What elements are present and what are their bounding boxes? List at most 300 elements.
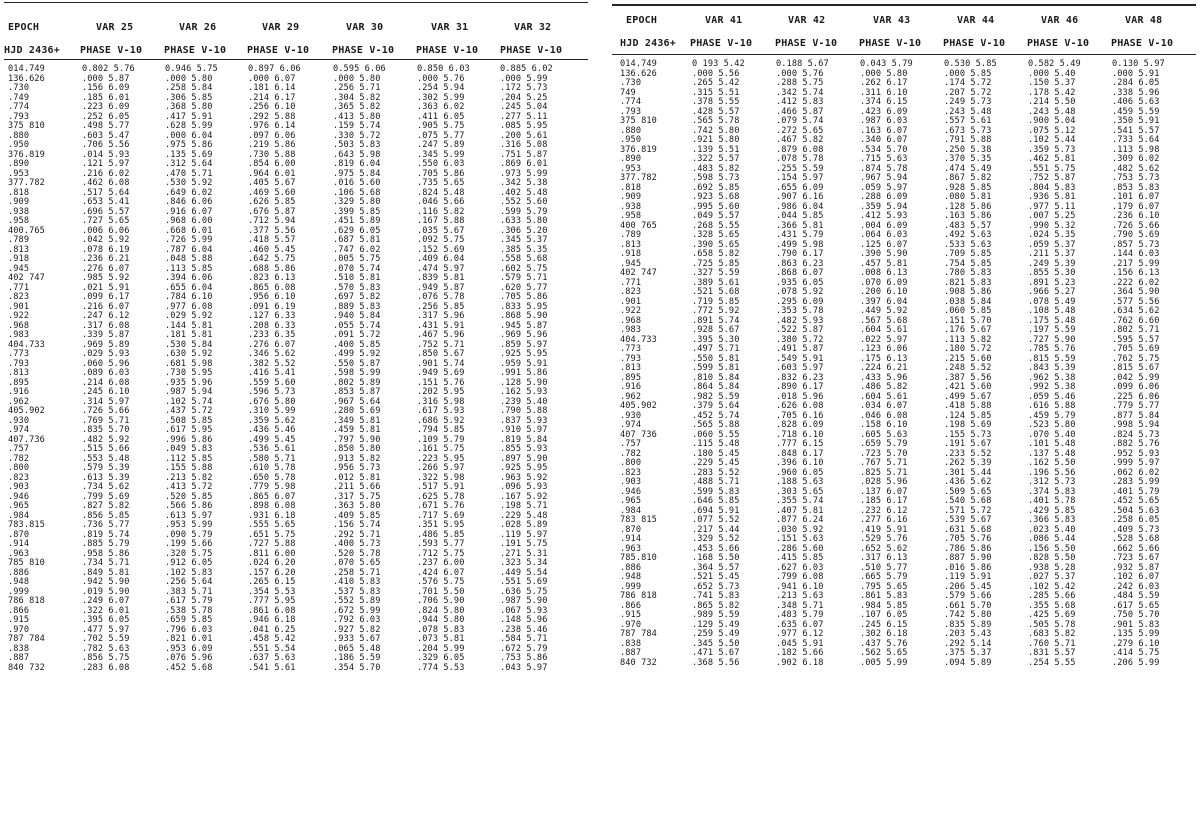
phase-magnitude-cell: .268 5.55 — [692, 220, 740, 231]
phase-magnitude-cell: .457 5.81 — [860, 258, 908, 269]
phase-magnitude-cell: 0.946 5.75 — [165, 64, 218, 74]
phase-magnitude-cell: .091 6.19 — [248, 301, 296, 312]
phase-magnitude-cell: .967 5.64 — [333, 396, 381, 407]
epoch-cell: 014.749 — [620, 59, 657, 69]
phase-magnitude-cell: .599 5.81 — [692, 363, 740, 373]
phase-magnitude-cell: .096 5.93 — [500, 482, 548, 492]
phase-magnitude-cell: .042 5.99 — [1112, 372, 1160, 383]
phase-magnitude-cell: .488 5.71 — [692, 477, 740, 487]
phase-magnitude-cell: .185 6.01 — [82, 92, 130, 103]
phase-magnitude-cell: .566 5.86 — [165, 501, 213, 511]
phase-magnitude-cell: .355 5.74 — [776, 496, 824, 506]
phase-magnitude-cell: .256 6.10 — [248, 102, 296, 112]
phase-magnitude-cell: .317 6.08 — [82, 320, 130, 331]
phase-magnitude-cell: .897 5.90 — [500, 453, 548, 464]
phase-magnitude-cell: .424 6.07 — [417, 567, 465, 578]
phase-magnitude-cell: .734 5.71 — [82, 558, 130, 568]
phase-magnitude-cell: .271 5.31 — [500, 548, 548, 559]
phase-magnitude-cell: .060 5.55 — [692, 429, 740, 440]
phase-magnitude-cell: 0.802 5.76 — [82, 64, 135, 74]
phase-magnitude-cell: .976 6.14 — [248, 121, 296, 131]
epoch-cell: .838 — [620, 638, 642, 649]
phase-magnitude-cell: .329 6.05 — [417, 653, 465, 663]
phase-magnitude-cell: .671 5.76 — [417, 501, 465, 511]
epoch-cell: .938 — [8, 206, 30, 217]
phase-magnitude-cell: .055 5.74 — [333, 320, 381, 331]
epoch-cell: .922 — [8, 311, 30, 321]
left-header-rule — [4, 59, 588, 60]
epoch-cell: .813 — [8, 368, 30, 378]
phase-magnitude-cell: .617 5.79 — [165, 596, 213, 606]
phase-magnitude-cell: .617 5.95 — [165, 425, 213, 435]
phase-magnitude-cell: .312 5.73 — [1028, 477, 1076, 487]
phase-magnitude-cell: .089 6.03 — [82, 368, 130, 378]
left-var25-column — [82, 65, 135, 673]
phase-magnitude-cell: .470 5.71 — [165, 168, 213, 179]
phase-magnitude-cell: .936 5.81 — [1028, 192, 1076, 202]
phase-magnitude-cell: .811 6.00 — [248, 548, 296, 559]
phase-magnitude-cell: .433 5.96 — [860, 372, 908, 383]
phase-magnitude-cell: .726 5.66 — [1112, 220, 1160, 231]
phase-magnitude-cell: .256 5.64 — [165, 577, 213, 587]
phase-magnitude-cell: .517 5.91 — [417, 482, 465, 492]
phase-magnitude-cell: .322 5.57 — [692, 154, 740, 164]
epoch-cell: .789 — [8, 235, 30, 245]
phase-magnitude-cell: .368 5.56 — [692, 657, 740, 668]
phase-magnitude-cell: .049 5.83 — [165, 444, 213, 454]
epoch-cell: .903 — [8, 482, 30, 492]
phase-magnitude-cell: .316 5.08 — [500, 140, 548, 150]
phase-magnitude-cell: .863 6.23 — [776, 258, 824, 269]
phase-magnitude-cell: .975 5.86 — [165, 140, 213, 150]
phase-magnitude-cell: .328 5.65 — [692, 230, 740, 240]
phase-magnitude-cell: .462 6.08 — [82, 178, 130, 188]
phase-magnitude-cell: .705 5.86 — [417, 168, 465, 179]
phase-magnitude-cell: .137 6.07 — [860, 486, 908, 497]
phase-magnitude-cell: .206 5.45 — [944, 581, 992, 592]
phase-magnitude-cell: .705 5.69 — [1112, 344, 1160, 354]
phase-magnitude-cell: .910 5.97 — [500, 425, 548, 435]
phase-magnitude-cell: 0.595 6.06 — [333, 64, 386, 74]
phase-magnitude-cell: .213 5.82 — [165, 472, 213, 483]
phase-magnitude-cell: .595 5.57 — [1112, 334, 1160, 345]
phase-magnitude-cell: .016 5.60 — [333, 178, 381, 188]
phase-magnitude-cell: .409 5.73 — [1112, 524, 1160, 535]
phase-magnitude-cell: .626 6.08 — [776, 401, 824, 411]
phase-magnitude-cell: .466 5.87 — [776, 106, 824, 117]
epoch-cell: .886 — [8, 567, 30, 578]
phase-magnitude-cell: .598 5.99 — [333, 368, 381, 378]
phase-magnitude-cell: .969 5.89 — [82, 339, 130, 350]
phase-magnitude-cell: .077 5.52 — [692, 515, 740, 525]
phase-magnitude-cell: .459 5.81 — [333, 425, 381, 435]
phase-magnitude-cell: .938 5.28 — [1028, 562, 1076, 573]
phase-magnitude-cell: .000 5.56 — [692, 68, 740, 79]
phase-magnitude-cell: .986 6.04 — [776, 201, 824, 212]
phase-magnitude-cell: .467 5.82 — [776, 135, 824, 145]
phase-magnitude-cell: .191 5.75 — [500, 539, 548, 549]
phase-magnitude-cell: .043 5.97 — [500, 662, 548, 673]
phase-magnitude-cell: .351 5.95 — [417, 520, 465, 530]
phase-magnitude-cell: .942 5.90 — [82, 577, 130, 587]
phase-magnitude-cell: .727 5.65 — [82, 216, 130, 226]
phase-magnitude-cell: .248 5.52 — [944, 363, 992, 373]
epoch-cell: .999 — [8, 586, 30, 597]
phase-magnitude-cell: .198 5.71 — [500, 501, 548, 511]
phase-magnitude-cell: .342 5.38 — [500, 178, 548, 188]
phase-magnitude-cell: .113 5.85 — [165, 263, 213, 274]
phase-magnitude-cell: .180 5.45 — [692, 448, 740, 459]
epoch-cell: 377.782 — [8, 178, 45, 188]
epoch-cell: .915 — [8, 615, 30, 625]
phase-magnitude-cell: .229 5.48 — [500, 510, 548, 521]
phase-magnitude-cell: .354 5.53 — [248, 586, 296, 597]
phase-magnitude-cell: .208 6.33 — [248, 320, 296, 331]
phase-magnitude-cell: .952 5.93 — [1112, 448, 1160, 459]
phase-magnitude-cell: .550 5.81 — [692, 353, 740, 364]
phase-magnitude-cell: .949 5.87 — [417, 282, 465, 293]
phase-magnitude-cell: .991 5.86 — [500, 368, 548, 378]
phase-magnitude-cell: .625 5.78 — [417, 491, 465, 502]
phase-magnitude-cell: .127 6.33 — [248, 311, 296, 321]
phase-magnitude-cell: .413 5.72 — [165, 482, 213, 492]
phase-magnitude-cell: .060 5.85 — [944, 306, 992, 316]
phase-magnitude-cell: .000 5.87 — [82, 73, 130, 84]
left-subheader: PHASE V-10 — [332, 45, 395, 56]
epoch-cell: .914 — [8, 539, 30, 549]
phase-magnitude-cell: .317 5.75 — [333, 491, 381, 502]
phase-magnitude-cell: .359 5.73 — [1028, 144, 1076, 155]
phase-magnitude-cell: .365 5.82 — [333, 102, 381, 112]
phase-magnitude-cell: .712 5.75 — [417, 548, 465, 559]
phase-magnitude-cell: .005 5.75 — [333, 254, 381, 264]
phase-magnitude-cell: .383 5.71 — [165, 586, 213, 597]
phase-magnitude-cell: .520 5.78 — [333, 548, 381, 559]
phase-magnitude-cell: .736 5.77 — [82, 520, 130, 530]
left-var-header: VAR 26 — [179, 22, 217, 33]
phase-magnitude-cell: .482 5.62 — [1112, 163, 1160, 174]
phase-magnitude-cell: .923 5.68 — [692, 192, 740, 202]
phase-magnitude-cell: .309 6.02 — [1112, 154, 1160, 164]
phase-magnitude-cell: .824 5.80 — [417, 605, 465, 616]
phase-magnitude-cell: .119 5.91 — [944, 572, 992, 582]
phase-magnitude-cell: .181 6.14 — [248, 83, 296, 93]
phase-magnitude-cell: .359 5.62 — [248, 415, 296, 426]
phase-magnitude-cell: .828 5.50 — [1028, 553, 1076, 563]
phase-magnitude-cell: .603 5.47 — [82, 130, 130, 141]
phase-magnitude-cell: .960 6.05 — [776, 467, 824, 478]
phase-magnitude-cell: .661 5.70 — [944, 600, 992, 611]
epoch-cell: 405.902 — [8, 406, 45, 416]
phase-magnitude-cell: .080 5.81 — [944, 192, 992, 202]
phase-magnitude-cell: .747 6.02 — [333, 244, 381, 255]
phase-magnitude-cell: .097 6.06 — [248, 130, 296, 141]
phase-magnitude-cell: .577 5.56 — [1112, 296, 1160, 307]
phase-magnitude-cell: .030 5.92 — [776, 524, 824, 535]
phase-magnitude-cell: .651 5.75 — [248, 529, 296, 540]
phase-magnitude-cell: .627 6.03 — [776, 562, 824, 573]
phase-magnitude-cell: .931 6.18 — [248, 510, 296, 521]
phase-magnitude-cell: .144 6.03 — [1112, 249, 1160, 259]
phase-magnitude-cell: .541 5.57 — [1112, 125, 1160, 136]
phase-magnitude-cell: .593 5.77 — [417, 539, 465, 549]
phase-magnitude-cell: .322 6.01 — [82, 605, 130, 616]
phase-magnitude-cell: .073 5.81 — [417, 634, 465, 644]
phase-magnitude-cell: .449 5.92 — [860, 306, 908, 316]
phase-magnitude-cell: 0.043 5.79 — [860, 59, 913, 69]
epoch-cell: .915 — [620, 610, 642, 620]
phase-magnitude-cell: .029 5.93 — [82, 349, 130, 359]
phase-magnitude-cell: .046 5.66 — [417, 197, 465, 207]
phase-magnitude-cell: .019 5.90 — [82, 586, 130, 597]
phase-magnitude-cell: .191 5.67 — [944, 439, 992, 449]
phase-magnitude-cell: .620 5.77 — [500, 282, 548, 293]
epoch-cell: .793 — [620, 106, 642, 117]
phase-magnitude-cell: .482 5.93 — [776, 315, 824, 326]
left-subheader: PHASE V-10 — [164, 45, 227, 56]
phase-magnitude-cell: .503 5.83 — [333, 140, 381, 150]
phase-magnitude-cell: .705 5.76 — [944, 534, 992, 544]
phase-magnitude-cell: .995 5.60 — [692, 201, 740, 212]
phase-magnitude-cell: .795 5.65 — [860, 581, 908, 592]
phase-magnitude-cell: .804 5.83 — [1028, 182, 1076, 193]
phase-magnitude-cell: .538 5.78 — [165, 605, 213, 616]
epoch-cell: 375 810 — [8, 121, 45, 131]
phase-magnitude-cell: .854 6.00 — [248, 159, 296, 169]
phase-magnitude-cell: .790 5.88 — [500, 406, 548, 416]
phase-magnitude-cell: .249 6.07 — [82, 596, 130, 606]
phase-magnitude-cell: .411 6.05 — [417, 111, 465, 122]
epoch-cell: .793 — [8, 358, 30, 369]
phase-magnitude-cell: .652 5.62 — [860, 543, 908, 554]
phase-magnitude-cell: .233 6.35 — [248, 330, 296, 340]
phase-magnitude-cell: .821 6.01 — [165, 634, 213, 644]
phase-magnitude-cell: .390 5.65 — [692, 239, 740, 250]
phase-magnitude-cell: .537 5.83 — [333, 586, 381, 597]
epoch-cell: .813 — [620, 239, 642, 250]
phase-magnitude-cell: .018 5.96 — [776, 391, 824, 402]
phase-magnitude-cell: .064 6.03 — [860, 230, 908, 240]
phase-magnitude-cell: .311 6.10 — [860, 87, 908, 98]
phase-magnitude-cell: .889 5.83 — [333, 301, 381, 312]
phase-magnitude-cell: .396 6.10 — [776, 458, 824, 468]
phase-magnitude-cell: .115 5.48 — [692, 439, 740, 449]
phase-magnitude-cell: .696 5.57 — [82, 206, 130, 217]
phase-magnitude-cell: .855 5.93 — [500, 444, 548, 454]
right-subheader: PHASE V-10 — [1027, 38, 1090, 49]
phase-magnitude-cell: .353 5.78 — [776, 306, 824, 316]
epoch-cell: .974 — [620, 420, 642, 430]
phase-magnitude-cell: .508 5.85 — [165, 415, 213, 426]
epoch-cell: 407 736 — [620, 429, 657, 440]
phase-magnitude-cell: .306 5.20 — [500, 225, 548, 236]
phase-magnitude-cell: .179 6.07 — [1112, 201, 1160, 212]
epoch-cell: .950 — [8, 140, 30, 150]
epoch-cell: .823 — [620, 467, 642, 478]
phase-magnitude-cell: .414 5.75 — [1112, 648, 1160, 658]
phase-magnitude-cell: .579 5.71 — [500, 273, 548, 283]
phase-magnitude-cell: .156 6.09 — [82, 83, 130, 93]
phase-magnitude-cell: .059 5.46 — [1028, 391, 1076, 402]
phase-magnitude-cell: .827 5.82 — [82, 501, 130, 511]
phase-magnitude-cell: .596 5.73 — [248, 387, 296, 397]
phase-magnitude-cell: .499 5.92 — [333, 349, 381, 359]
phase-magnitude-cell: .216 6.02 — [82, 168, 130, 179]
phase-magnitude-cell: .000 5.40 — [1028, 68, 1076, 79]
left-subheader: PHASE V-10 — [247, 45, 310, 56]
epoch-cell: .983 — [8, 330, 30, 340]
phase-magnitude-cell: .389 5.61 — [692, 277, 740, 288]
phase-magnitude-cell: .859 5.97 — [500, 339, 548, 350]
phase-magnitude-cell: .236 6.21 — [82, 254, 130, 264]
epoch-cell: .757 — [620, 439, 642, 449]
phase-magnitude-cell: .958 5.86 — [82, 548, 130, 559]
phase-magnitude-cell: .742 5.80 — [692, 125, 740, 136]
phase-magnitude-cell: .258 5.84 — [165, 83, 213, 93]
phase-magnitude-cell: .112 5.85 — [165, 453, 213, 464]
phase-magnitude-cell: .825 5.71 — [860, 467, 908, 478]
phase-magnitude-cell: .655 6.09 — [776, 182, 824, 193]
left-hjd-header: HJD 2436+ — [4, 45, 60, 56]
phase-magnitude-cell: .202 5.95 — [417, 387, 465, 397]
right-hjd-header: HJD 2436+ — [620, 38, 676, 49]
phase-magnitude-cell: .562 5.65 — [860, 648, 908, 658]
epoch-cell: .887 — [620, 648, 642, 658]
epoch-cell: 786 818 — [8, 596, 45, 606]
phase-magnitude-cell: .200 5.61 — [500, 130, 548, 141]
epoch-cell: .945 — [620, 258, 642, 269]
phase-magnitude-cell: .754 5.85 — [944, 258, 992, 269]
phase-magnitude-cell: .286 5.60 — [776, 543, 824, 554]
phase-magnitude-cell: .741 5.83 — [692, 591, 740, 601]
epoch-cell: .757 — [8, 444, 30, 454]
epoch-cell: .963 — [8, 548, 30, 559]
right-var-header: VAR 43 — [873, 15, 911, 26]
phase-magnitude-cell: .510 5.81 — [333, 273, 381, 283]
phase-magnitude-cell: .339 5.87 — [82, 330, 130, 340]
phase-magnitude-cell: .102 5.74 — [165, 396, 213, 407]
phase-magnitude-cell: .705 6.16 — [776, 410, 824, 421]
phase-magnitude-cell: .602 5.75 — [500, 263, 548, 274]
epoch-cell: .916 — [620, 382, 642, 392]
phase-magnitude-cell: .891 5.23 — [1028, 277, 1076, 288]
phase-magnitude-cell: .796 6.03 — [165, 624, 213, 635]
phase-magnitude-cell: .460 5.45 — [248, 244, 296, 255]
phase-magnitude-cell: .006 6.06 — [82, 225, 130, 236]
phase-magnitude-cell: .258 6.05 — [1112, 515, 1160, 525]
phase-magnitude-cell: .156 5.74 — [333, 520, 381, 530]
phase-magnitude-cell: .452 5.74 — [692, 410, 740, 421]
phase-magnitude-cell: .046 6.08 — [860, 410, 908, 421]
phase-magnitude-cell: .204 5.25 — [500, 92, 548, 103]
phase-magnitude-cell: .916 6.07 — [165, 206, 213, 217]
phase-magnitude-cell: .078 5.83 — [417, 624, 465, 635]
phase-magnitude-cell: .598 5.73 — [692, 173, 740, 183]
phase-magnitude-cell: .626 5.85 — [248, 197, 296, 207]
phase-magnitude-cell: .078 5.92 — [776, 287, 824, 297]
phase-magnitude-cell: .977 6.08 — [165, 301, 213, 312]
phase-magnitude-cell: .510 5.77 — [860, 562, 908, 573]
phase-magnitude-cell: .348 5.71 — [776, 600, 824, 611]
phase-magnitude-cell: .635 6.07 — [776, 619, 824, 630]
epoch-cell: .886 — [620, 562, 642, 573]
phase-magnitude-cell: .162 5.50 — [1028, 458, 1076, 468]
phase-magnitude-cell: .196 5.56 — [1028, 467, 1076, 478]
phase-magnitude-cell: 0 193 5.42 — [692, 59, 745, 69]
phase-magnitude-cell: .780 5.83 — [944, 268, 992, 278]
phase-magnitude-cell: .065 5.48 — [333, 643, 381, 654]
phase-magnitude-cell: 0.130 5.97 — [1112, 59, 1165, 69]
phase-magnitude-cell: .559 5.60 — [248, 377, 296, 388]
phase-magnitude-cell: .012 5.81 — [333, 472, 381, 483]
phase-magnitude-cell: .668 6.01 — [165, 225, 213, 236]
phase-magnitude-cell: .579 5.39 — [82, 463, 130, 473]
right-var-header: VAR 46 — [1041, 15, 1079, 26]
phase-magnitude-cell: .705 5.86 — [500, 292, 548, 302]
phase-magnitude-cell: .901 5.83 — [1112, 619, 1160, 630]
epoch-cell: .870 — [8, 529, 30, 540]
phase-magnitude-cell: .727 5.88 — [248, 539, 296, 549]
phase-magnitude-cell: .856 5.75 — [82, 653, 130, 663]
phase-magnitude-cell: .028 5.89 — [500, 520, 548, 530]
phase-magnitude-cell: .223 5.95 — [417, 453, 465, 464]
phase-magnitude-cell: .928 5.67 — [692, 325, 740, 335]
phase-magnitude-cell: .223 6.09 — [82, 102, 130, 112]
phase-magnitude-cell: .643 5.98 — [333, 149, 381, 160]
phase-magnitude-cell: .407 5.81 — [776, 505, 824, 516]
phase-magnitude-cell: .861 6.08 — [248, 605, 296, 616]
phase-magnitude-cell: .552 5.60 — [500, 197, 548, 207]
epoch-cell: 014.749 — [8, 64, 45, 74]
phase-magnitude-cell: .735 5.65 — [417, 178, 465, 188]
phase-magnitude-cell: .292 5.71 — [333, 529, 381, 540]
phase-magnitude-cell: .605 5.63 — [860, 429, 908, 440]
phase-magnitude-cell: .940 5.84 — [333, 311, 381, 321]
phase-magnitude-cell: .014 5.93 — [82, 149, 130, 160]
epoch-cell: .901 — [620, 296, 642, 307]
phase-magnitude-cell: .551 5.54 — [248, 643, 296, 654]
epoch-cell: 376.819 — [620, 144, 657, 155]
phase-magnitude-cell: .272 5.65 — [776, 125, 824, 136]
phase-magnitude-cell: .172 5.73 — [500, 83, 548, 93]
epoch-cell: 787 784 — [620, 629, 657, 639]
phase-magnitude-cell: .206 5.99 — [1112, 657, 1160, 668]
phase-magnitude-cell: .168 5.50 — [692, 553, 740, 563]
epoch-cell: .895 — [8, 377, 30, 388]
phase-magnitude-cell: .551 5.75 — [1028, 163, 1076, 174]
phase-magnitude-cell: .576 5.75 — [417, 577, 465, 587]
phase-magnitude-cell: .329 5.80 — [333, 197, 381, 207]
epoch-cell: .813 — [8, 244, 30, 255]
phase-magnitude-cell: .364 5.90 — [1112, 287, 1160, 297]
phase-magnitude-cell: .215 5.60 — [944, 353, 992, 364]
phase-magnitude-cell: .933 5.67 — [333, 634, 381, 644]
phase-magnitude-cell: .734 5.62 — [82, 482, 130, 492]
phase-magnitude-cell: .059 5.37 — [1028, 239, 1076, 250]
right-subheader: PHASE V-10 — [859, 38, 922, 49]
phase-magnitude-cell: .028 5.96 — [860, 477, 908, 487]
phase-magnitude-cell: .634 5.62 — [1112, 306, 1160, 316]
phase-magnitude-cell: .276 6.07 — [248, 339, 296, 350]
phase-magnitude-cell: .349 5.81 — [333, 415, 381, 426]
phase-magnitude-cell: .821 5.83 — [944, 277, 992, 288]
phase-magnitude-cell: .521 5.45 — [692, 572, 740, 582]
phase-magnitude-cell: .417 5.91 — [165, 111, 213, 122]
phase-magnitude-cell: .683 5.82 — [1028, 629, 1076, 639]
phase-magnitude-cell: .316 5.98 — [417, 396, 465, 407]
phase-magnitude-cell: .953 6.09 — [165, 643, 213, 654]
phase-magnitude-cell: .482 5.92 — [82, 434, 130, 445]
